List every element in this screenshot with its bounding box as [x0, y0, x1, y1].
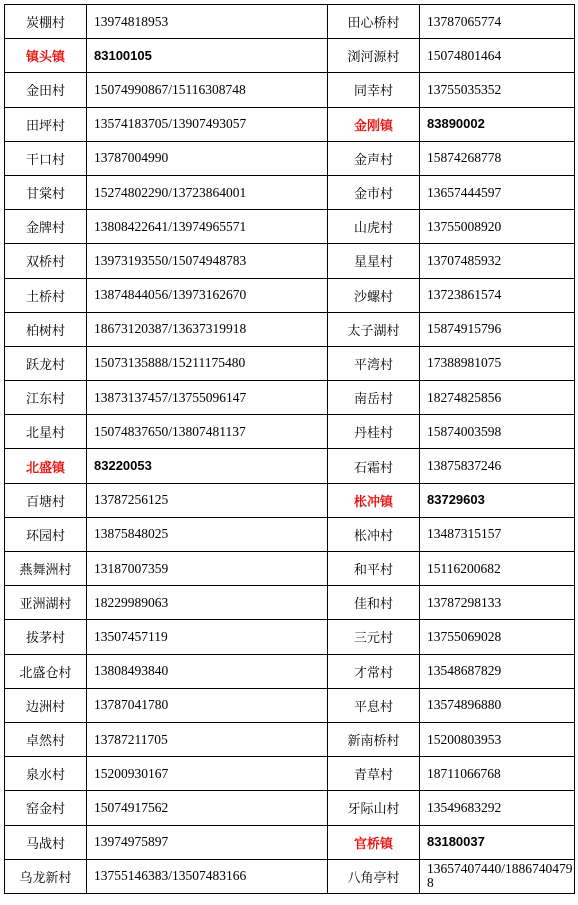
village-name-cell: 双桥村	[5, 244, 87, 278]
village-phone-table	[4, 4, 575, 894]
table-row	[5, 141, 575, 175]
phone-cell: 83890002	[420, 107, 575, 141]
village-name-cell: 田心桥村	[328, 5, 420, 39]
phone-cell: 13487315157	[420, 517, 575, 551]
phone-cell: 83180037	[420, 825, 575, 859]
phone-cell: 13187007359	[87, 552, 328, 586]
village-name-cell: 边洲村	[5, 688, 87, 722]
village-name-cell: 金田村	[5, 73, 87, 107]
phone-cell: 15874003598	[420, 415, 575, 449]
phone-cell: 15116200682	[420, 552, 575, 586]
table-row	[5, 654, 575, 688]
village-name-cell: 南岳村	[328, 381, 420, 415]
village-name-cell: 星星村	[328, 244, 420, 278]
village-name-cell: 干口村	[5, 141, 87, 175]
phone-cell: 13875837246	[420, 449, 575, 483]
table-row	[5, 39, 575, 73]
village-name-cell: 八角亭村	[328, 859, 420, 893]
phone-cell: 13507457119	[87, 620, 328, 654]
phone-cell: 13755146383/13507483166	[87, 859, 328, 893]
table-row	[5, 586, 575, 620]
table-row	[5, 552, 575, 586]
table-row	[5, 244, 575, 278]
village-name-cell: 跃龙村	[5, 346, 87, 380]
table-row	[5, 722, 575, 756]
phone-cell: 13787004990	[87, 141, 328, 175]
phone-cell: 15274802290/13723864001	[87, 175, 328, 209]
table-row	[5, 859, 575, 893]
village-name-cell: 浏河源村	[328, 39, 420, 73]
village-name-cell: 马战村	[5, 825, 87, 859]
village-name-cell: 才常村	[328, 654, 420, 688]
phone-cell: 13574183705/13907493057	[87, 107, 328, 141]
phone-cell: 13574896880	[420, 688, 575, 722]
phone-cell: 13808422641/13974965571	[87, 210, 328, 244]
phone-cell: 15074837650/13807481137	[87, 415, 328, 449]
table-row	[5, 483, 575, 517]
table-row	[5, 210, 575, 244]
phone-cell: 13973193550/15074948783	[87, 244, 328, 278]
village-name-cell: 炭棚村	[5, 5, 87, 39]
village-name-cell: 金市村	[328, 175, 420, 209]
village-name-cell: 山虎村	[328, 210, 420, 244]
phone-cell: 15074917562	[87, 791, 328, 825]
village-name-cell: 北星村	[5, 415, 87, 449]
table-row	[5, 688, 575, 722]
table-row	[5, 107, 575, 141]
town-name-cell: 镇头镇	[5, 39, 87, 73]
phone-cell: 13755035352	[420, 73, 575, 107]
village-name-cell: 环园村	[5, 517, 87, 551]
village-name-cell: 江东村	[5, 381, 87, 415]
village-name-cell: 平湾村	[328, 346, 420, 380]
phone-cell: 13787256125	[87, 483, 328, 517]
village-name-cell: 金声村	[328, 141, 420, 175]
phone-cell: 18711066768	[420, 757, 575, 791]
village-name-cell: 卓然村	[5, 722, 87, 756]
phone-cell: 13808493840	[87, 654, 328, 688]
phone-cell: 13657407440/18867404798	[420, 859, 575, 893]
phone-cell: 15073135888/15211175480	[87, 346, 328, 380]
table-row	[5, 175, 575, 209]
table-row	[5, 620, 575, 654]
phone-cell: 13723861574	[420, 278, 575, 312]
table-row	[5, 5, 575, 39]
village-name-cell: 佳和村	[328, 586, 420, 620]
village-name-cell: 北盛仓村	[5, 654, 87, 688]
village-name-cell: 田坪村	[5, 107, 87, 141]
table-body	[5, 5, 575, 894]
phone-cell: 18229989063	[87, 586, 328, 620]
village-name-cell: 青草村	[328, 757, 420, 791]
phone-cell: 13548687829	[420, 654, 575, 688]
town-name-cell: 枨冲镇	[328, 483, 420, 517]
table-row	[5, 757, 575, 791]
phone-cell: 13874844056/13973162670	[87, 278, 328, 312]
table-row	[5, 517, 575, 551]
phone-cell: 13787298133	[420, 586, 575, 620]
village-name-cell: 窑金村	[5, 791, 87, 825]
table-row	[5, 825, 575, 859]
village-name-cell: 新南桥村	[328, 722, 420, 756]
phone-cell: 13875848025	[87, 517, 328, 551]
village-name-cell: 柏树村	[5, 312, 87, 346]
village-name-cell: 沙螺村	[328, 278, 420, 312]
village-name-cell: 石霜村	[328, 449, 420, 483]
phone-cell: 13974818953	[87, 5, 328, 39]
village-name-cell: 乌龙新村	[5, 859, 87, 893]
village-name-cell: 牙际山村	[328, 791, 420, 825]
table-row	[5, 449, 575, 483]
table-row	[5, 278, 575, 312]
phone-cell: 13787065774	[420, 5, 575, 39]
phone-cell: 17388981075	[420, 346, 575, 380]
village-name-cell: 枨冲村	[328, 517, 420, 551]
phone-cell: 15074801464	[420, 39, 575, 73]
village-name-cell: 百塘村	[5, 483, 87, 517]
village-name-cell: 和平村	[328, 552, 420, 586]
village-name-cell: 拔茅村	[5, 620, 87, 654]
village-name-cell: 丹桂村	[328, 415, 420, 449]
table-row	[5, 415, 575, 449]
town-name-cell: 官桥镇	[328, 825, 420, 859]
village-name-cell: 土桥村	[5, 278, 87, 312]
village-name-cell: 亚洲湖村	[5, 586, 87, 620]
directory-container	[4, 4, 575, 894]
table-row	[5, 791, 575, 825]
village-name-cell: 燕舞洲村	[5, 552, 87, 586]
phone-cell: 83100105	[87, 39, 328, 73]
table-row	[5, 381, 575, 415]
village-name-cell: 太子湖村	[328, 312, 420, 346]
village-name-cell: 平息村	[328, 688, 420, 722]
town-name-cell: 金刚镇	[328, 107, 420, 141]
phone-cell: 18673120387/13637319918	[87, 312, 328, 346]
phone-cell: 83220053	[87, 449, 328, 483]
village-name-cell: 甘棠村	[5, 175, 87, 209]
phone-cell: 83729603	[420, 483, 575, 517]
table-row	[5, 312, 575, 346]
phone-cell: 15200930167	[87, 757, 328, 791]
phone-cell: 13755069028	[420, 620, 575, 654]
phone-cell: 13787211705	[87, 722, 328, 756]
phone-cell: 13657444597	[420, 175, 575, 209]
phone-cell: 13707485932	[420, 244, 575, 278]
village-name-cell: 金牌村	[5, 210, 87, 244]
phone-cell: 13755008920	[420, 210, 575, 244]
phone-cell: 13787041780	[87, 688, 328, 722]
village-name-cell: 三元村	[328, 620, 420, 654]
phone-cell: 18274825856	[420, 381, 575, 415]
phone-cell: 13549683292	[420, 791, 575, 825]
table-row	[5, 346, 575, 380]
table-row	[5, 73, 575, 107]
village-name-cell: 泉水村	[5, 757, 87, 791]
village-name-cell: 同幸村	[328, 73, 420, 107]
phone-cell: 15200803953	[420, 722, 575, 756]
phone-cell: 13873137457/13755096147	[87, 381, 328, 415]
phone-cell: 15074990867/15116308748	[87, 73, 328, 107]
phone-cell: 15874915796	[420, 312, 575, 346]
phone-cell: 15874268778	[420, 141, 575, 175]
phone-cell: 13974975897	[87, 825, 328, 859]
town-name-cell: 北盛镇	[5, 449, 87, 483]
